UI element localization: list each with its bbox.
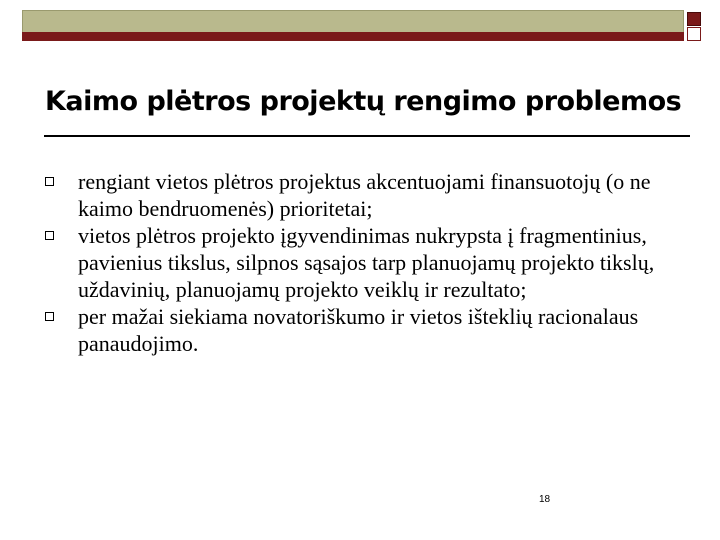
page-number: 18 — [539, 494, 551, 505]
bullet-list — [44, 168, 684, 357]
header-accent-band — [22, 32, 684, 41]
corner-square-filled — [687, 12, 701, 26]
square-bullet-icon — [45, 312, 54, 321]
bullet-item — [44, 303, 684, 357]
bullet-item — [44, 168, 684, 222]
slide-title: Kaimo plėtros projektų rengimo problemos — [45, 86, 682, 117]
square-bullet-icon — [45, 177, 54, 186]
corner-square-outline — [687, 27, 701, 41]
bullet-text: per mažai siekiama novatoriškumo ir vietos išteklių racionalaus panaudojimo. — [78, 304, 639, 356]
bullet-item — [44, 222, 684, 303]
square-bullet-icon — [45, 231, 54, 240]
bullet-text: rengiant vietos plėtros projektus akcentuojami finansuotojų (o ne kaimo bendruomenės) prioritetai; — [78, 169, 651, 221]
title-underline — [44, 135, 690, 137]
bullet-text: vietos plėtros projekto įgyvendinimas nukrypsta į fragmentinius, pavienius tikslus, silpnos sąsajos tarp planuojamų projekto tikslų, uždavinių, planuojamų projekto veiklų ir rezultato; — [78, 223, 655, 302]
